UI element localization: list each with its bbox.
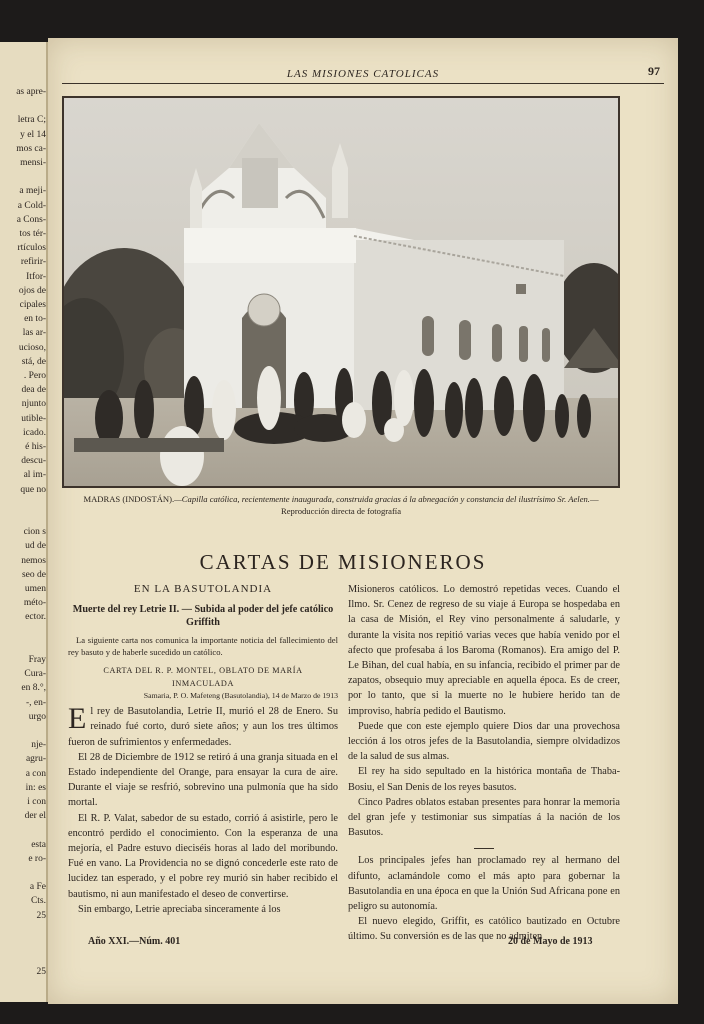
left-page-line: tos tér-: [19, 229, 46, 239]
chapel-photo-illustration: [64, 98, 618, 486]
left-page-line: mos ca-: [16, 143, 46, 154]
article-left-column: [68, 582, 338, 917]
left-page-line: méto-: [23, 598, 46, 609]
left-page-line: urgo: [28, 711, 46, 722]
chapel-photograph: [62, 96, 620, 488]
drop-cap: E: [68, 702, 87, 736]
left-page-line: y el 14: [20, 129, 46, 140]
left-page-line: ud de: [25, 541, 46, 552]
left-page-line: Fray: [28, 655, 46, 665]
paragraph: El rey ha sido sepultado en la histórica montaña de Thaba-Bosiu, el San Denis de los reyes basutos.: [348, 766, 620, 793]
left-page-line: Cura-: [24, 669, 46, 680]
left-page-line: a con: [25, 768, 46, 779]
paragraph: Puede que con este ejemplo quiere Dios dar una provechosa lección á los otros jefes de la Basutolandia, siempre olvidadizos de la salud de sus almas.: [348, 720, 620, 763]
paragraph: Los principales jefes han proclamado rey al hermano del difunto, aclamándole como el más apto para gobernar la Basutolandia en una época en que la Unión Sud Africana pone en peligro su autonomía.: [348, 855, 620, 913]
left-page-line: é his-: [25, 442, 46, 452]
left-page-line: i con: [27, 797, 46, 807]
left-page-line: njunto: [21, 399, 46, 410]
photo-caption: [62, 493, 620, 517]
paragraph: Cinco Padres oblatos estaban presentes para honrar la memoria del gran jefe y testimoniar sus simpatías á la nación de los Basutos.: [348, 796, 620, 839]
caption-text: —Capilla católica, recientemente inaugurada, construida gracias á la abnegación y constancia del ilustrísimo Sr. Aelen.: [174, 494, 590, 504]
paragraph: [68, 704, 338, 750]
left-page-line: a Fe: [29, 882, 46, 893]
left-page-line: a Cold-: [17, 200, 46, 211]
left-page-line: 25: [36, 910, 46, 921]
left-page-line: Cts.: [30, 896, 46, 907]
issue-date: 20 de Mayo de 1913: [508, 936, 593, 947]
paragraph: El R. P. Valat, sabedor de su estado, corrió á asistirle, pero le encontró perdido el conocimiento. Con la esperanza de una mejoría, el Padre estuvo dieciséis horas al lado del moribundo. Fué en vano. La Providencia no se dignó concederle este rato de lucidez tan esperado, y el pobre rey murió sin haber recibido el bautismo, ni aun manifestado el deseo de convertirse.: [68, 812, 338, 900]
left-page-line: esta: [31, 839, 46, 850]
letter-from-line-1: CARTA DEL R. P. MONTEL, OBLATO DE MARÍA: [103, 666, 303, 676]
left-page-line: en 8.°,: [21, 683, 46, 694]
left-page-line: mensi-: [20, 158, 46, 168]
letter-from-line-2: INMACULADA: [172, 679, 234, 689]
paragraph-text: l rey de Basutolandia, Letrie II, murió el 28 de Enero. Su reinado fué corto, duró siete años; y aun los tres últimos fueron de sufrimientos y enfermedades.: [68, 706, 338, 748]
letter-place-date: Samaria, P. O. Mafeteng (Basutolandia), 14 de Marzo de 1913: [143, 691, 338, 701]
journal-title: LAS MISIONES CATOLICAS: [286, 68, 440, 80]
left-page-line: refirir-: [20, 257, 46, 268]
article-right-column: [348, 582, 620, 945]
left-page-line: seo de: [21, 569, 46, 580]
article-subtitle: Muerte del rey Letrie II. — Subida al poder del jefe católico Griffith: [72, 604, 334, 629]
left-page-line: -, en-: [25, 697, 46, 708]
left-page-line: 25: [36, 967, 46, 978]
left-page-line: las ar-: [22, 328, 46, 339]
paragraph: El 28 de Diciembre de 1912 se retiró á una granja situada en el Estado independiente del Orange, para ensayar la cura de aire. Durante el viaje se resfrió, sobrevino una pulmonía que ha sido mortal.: [68, 751, 338, 809]
caption-credit: —Reproducción directa de fotografía: [280, 494, 599, 516]
left-page-line: descu-: [21, 456, 46, 467]
left-page-line: utible-: [21, 413, 46, 424]
left-page-line: icado.: [23, 427, 46, 438]
paragraph: Misioneros católicos. Lo demostró repetidas veces. Cuando el Ilmo. Sr. Cenez de regreso de su viaje á Europa se hospedaba en la casa de Misión, el Rey vino personalmente á saludarle, y durante la visita nos repitió varias veces que había venido por el afecto que profesaba á los Baroma (Romanos). Era amigo del P. Le Bihan, del cual había, en su infancia, recibido el primer par de zapatos, obsequio muy apreciable en aquella época. Es de creer, por lo tanto, que si la muerte no le hubiere herido tan de improviso, habría pedido el Bautismo.: [348, 584, 620, 717]
left-page-line: nemos: [21, 555, 46, 566]
page: [48, 38, 678, 1004]
left-page-line: stá, de: [21, 356, 46, 367]
left-page-line: der el: [24, 811, 46, 822]
left-page-line: a meji-: [19, 186, 46, 197]
left-page-line: Itfor-: [26, 271, 46, 282]
left-page-line: letra C;: [17, 115, 46, 126]
left-page-line: agru-: [25, 754, 46, 765]
caption-place: MADRAS (INDOSTÁN).: [83, 494, 175, 504]
left-page-line: ojos de: [18, 285, 46, 296]
paragraph: Sin embargo, Letrie apreciaba sinceramente á los: [78, 903, 281, 915]
left-page-line: ector.: [25, 612, 46, 623]
left-page-line: nje-: [31, 740, 46, 751]
page-number: 97: [648, 64, 660, 78]
left-page-line: que no: [20, 484, 46, 495]
left-page-line: cipales: [19, 300, 46, 310]
left-page-line: a Cons-: [16, 214, 46, 225]
section-title: CARTAS DE MISIONEROS: [199, 550, 487, 574]
left-page-line: e ro-: [28, 853, 46, 864]
left-page-line: rtículos: [17, 243, 46, 254]
running-header: [62, 66, 664, 84]
section-divider: [474, 848, 494, 849]
left-page-line: en to-: [24, 314, 46, 325]
article-region: EN LA BASUTOLANDIA: [133, 583, 273, 595]
left-page-line: as apre-: [16, 87, 46, 97]
left-page-line: al im-: [23, 470, 46, 481]
paragraph: El nuevo elegido, Griffit, es católico bautizado en Octubre último. Su conversión es de las que no admiten: [348, 916, 620, 943]
left-page-line: dea de: [21, 385, 46, 396]
left-page-line: cion s: [23, 527, 46, 538]
left-page-line: ucioso,: [18, 342, 46, 353]
left-page-line: umen: [24, 584, 46, 594]
left-page-edge: [0, 42, 48, 1002]
article-intro: La siguiente carta nos comunica la importante noticia del fallecimiento del rey basuto y de haberle sucedido un católico.: [68, 635, 338, 657]
issue-number: Año XXI.—Núm. 401: [88, 936, 181, 947]
left-page-line: in: es: [25, 782, 46, 793]
left-page-line: . Pero: [23, 371, 46, 381]
